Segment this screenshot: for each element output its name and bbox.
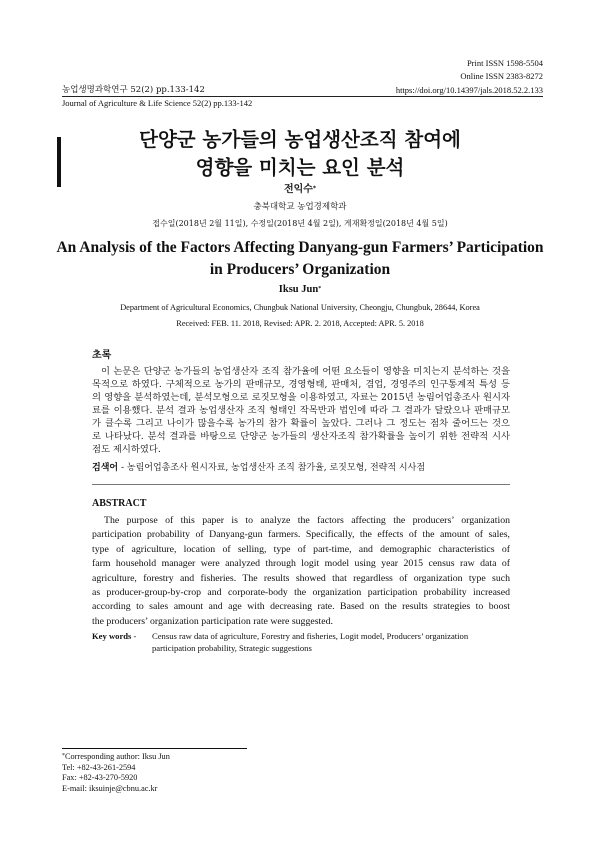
abstract-ko-line: 목적으로 하였다. 구체적으로 농가의 판매규모, 경영형태, 판매처, 겸업, 경영주의 인구통계적 특성 등 — [92, 378, 510, 390]
abstract-en-heading: ABSTRACT — [92, 498, 147, 509]
abstract-en-line: The purpose of this paper is to analyze the factors affecting the producers’ organization — [104, 515, 510, 526]
abstract-ko-line: 료를 이용했다. 분석 결과 농업생산자 조직 형태인 작목반과 법인에 따라 그 결과가 달랐으나 판매규모 — [92, 404, 510, 416]
abstract-ko-line: 로 나타났다. 분석 결과를 바탕으로 단양군 농가들의 생산자조직 참가확률을 높이기 위한 전략적 시사 — [92, 430, 510, 442]
keywords-en-label-box — [92, 630, 152, 654]
keywords-ko-value: 농림어업총조사 원시자료, 농업생산자 조직 참가율, 로짓모형, 전략적 시사점 — [126, 463, 426, 473]
keywords-en-line: Census raw data of agriculture, Forestry and fisheries, Logit model, Producers’ organization — [152, 631, 469, 641]
abstract-en — [92, 514, 510, 629]
abstract-en-line: the producers’ organization participation rate were suggested. — [92, 615, 333, 627]
keywords-en-line: participation probability, Strategic suggestions — [152, 643, 312, 653]
title-en-line: in Producers’ Organization — [209, 261, 391, 278]
author-en — [0, 283, 600, 297]
section-divider — [92, 484, 510, 485]
journal-name-ko: 농업생명과학연구 52(2) pp.133-142 — [62, 85, 205, 95]
corresponding-author-text: Corresponding author: Iksu Jun — [65, 752, 170, 761]
keywords-ko-separator: - — [120, 463, 125, 473]
corresponding-author — [62, 752, 170, 763]
doi-link[interactable]: https://doi.org/10.14397/jals.2018.52.2.133 — [395, 85, 543, 95]
online-issn: Online ISSN 2383-8272 — [460, 71, 543, 81]
title-en-line: An Analysis of the Factors Affecting Danyang-gun Farmers’ Participation — [56, 239, 544, 256]
journal-name-en: Journal of Agriculture & Life Science 52(2) pp.133-142 — [62, 98, 253, 108]
footnote-fax: Fax: +82-43-270-5920 — [62, 773, 138, 782]
affiliation-en: Department of Agricultural Economics, Chungbuk National University, Cheongju, Chungbuk, 28644, Korea — [120, 303, 480, 312]
abstract-ko-line: 가 클수록 그리고 나이가 많을수록 농가의 참가 확률이 높았다. 그러나 그 정도는 점차 줄어드는 것으 — [92, 417, 510, 429]
dates-ko: 접수일(2018년 2월 11일), 수정일(2018년 4월 2일), 게재확정일(2018년 4월 5일) — [152, 219, 448, 228]
abstract-ko-line: 점도 제시하였다. — [92, 443, 161, 455]
keywords-ko-label: 검색어 — [92, 463, 119, 473]
keywords-en-separator: - — [133, 631, 137, 641]
keywords-en-label: Key words — [92, 631, 132, 641]
dates-en: Received: FEB. 11. 2018, Revised: APR. 2. 2018, Accepted: APR. 5. 2018 — [176, 319, 424, 328]
footnote-tel: Tel: +82-43-261-2594 — [62, 762, 136, 772]
title-ko-line: 영향을 미치는 요인 분석 — [195, 156, 405, 179]
abstract-en-line: type of agriculture, location of selling, type of part-time, and demographic characteristics of — [92, 543, 510, 555]
abstract-ko-heading: 초록 — [92, 350, 112, 361]
footnote-email: E-mail: iksuinje@cbnu.ac.kr — [62, 783, 158, 793]
author-ko — [0, 183, 600, 197]
title-ko-line: 단양군 농가들의 농업생산조직 참여에 — [139, 128, 461, 151]
abstract-en-line: according to sales amount and age with decreasing rate. Based on the results strategies to boost — [92, 601, 510, 613]
abstract-ko — [92, 365, 510, 456]
abstract-ko-line: 의 영향을 분석하였는데, 분석모형으로 로짓모형을 이용하였고, 자료는 2015년 농림어업총조사 원시자 — [92, 391, 510, 403]
abstract-en-line: agriculture, forestry and fisheries. The results showed that regardless of organization type such — [92, 572, 510, 584]
footnote-mark: * — [62, 753, 65, 759]
footnote-rule — [62, 748, 247, 749]
author-ko-mark: * — [312, 185, 317, 192]
keywords-en-values — [152, 630, 468, 654]
abstract-ko-line: 이 논문은 단양군 농가들의 농업생산자 조직 참가율에 어떤 요소들이 영향을 미치는지 분석하는 것을 — [101, 365, 510, 377]
abstract-en-line: farm household manager were analyzed through logit model using year 2015 census raw data of — [92, 558, 510, 570]
keywords-en — [92, 630, 510, 654]
abstract-en-line: participation probability of Danyang-gun farmers. Specifically, the effects of the amount of sales, — [92, 529, 510, 541]
author-ko-name: 전익수 — [283, 184, 313, 195]
author-en-name: Iksu Jun — [278, 284, 319, 295]
author-en-mark: * — [318, 286, 322, 292]
abstract-en-line: as producer-group-by-crop and corporate-body the organization participation probability increased — [92, 587, 510, 599]
print-issn: Print ISSN 1598-5504 — [466, 58, 543, 68]
keywords-ko — [92, 461, 425, 475]
affiliation-ko: 충북대학교 농업경제학과 — [253, 202, 347, 212]
